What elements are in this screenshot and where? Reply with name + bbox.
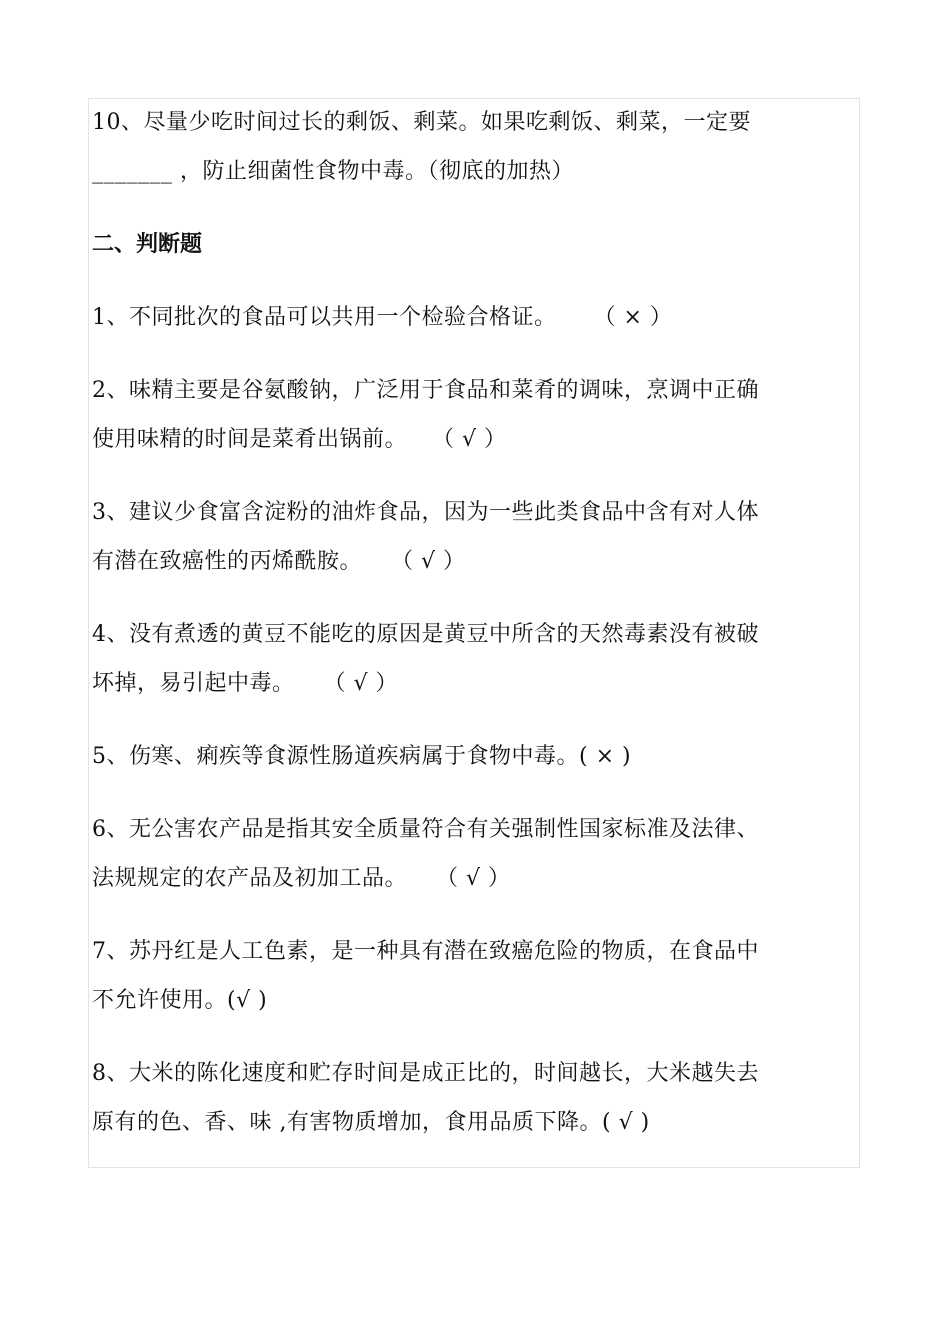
question-3-text-2: 有潜在致癌性的丙烯酰胺。 bbox=[92, 549, 363, 574]
question-7-answer: (√ ) bbox=[227, 988, 268, 1013]
spacer bbox=[92, 1025, 812, 1049]
question-6-line-2 bbox=[92, 854, 812, 903]
question-5-line-1 bbox=[92, 732, 812, 781]
question-6-line-1 bbox=[92, 805, 812, 854]
spacer bbox=[92, 708, 812, 732]
spacer bbox=[92, 342, 812, 366]
question-1-text: 1、不同批次的食品可以共用一个检验合格证。 bbox=[92, 305, 557, 330]
question-3-line-1 bbox=[92, 488, 812, 537]
question-4-text-2: 坏掉，易引起中毒。 bbox=[92, 671, 295, 696]
question-3-text-1: 3、建议少食富含淀粉的油炸食品，因为一些此类食品中含有对人体 bbox=[92, 500, 759, 525]
question-4-answer: （ √ ） bbox=[334, 671, 399, 696]
question-8-text-1: 8、大米的陈化速度和贮存时间是成正比的，时间越长，大米越失去 bbox=[92, 1061, 759, 1086]
q10-text-2: ，防止细菌性食物中毒。（彻底的加热） bbox=[172, 159, 574, 184]
spacer bbox=[92, 586, 812, 610]
question-5-answer: ( × ) bbox=[579, 744, 632, 769]
question-6-text-1: 6、无公害农产品是指其安全质量符合有关强制性国家标准及法律、 bbox=[92, 817, 759, 842]
question-2-line-1 bbox=[92, 366, 812, 415]
question-7-line-1 bbox=[92, 927, 812, 976]
question-3-line-2 bbox=[92, 537, 812, 586]
spacer bbox=[92, 196, 812, 220]
question-6-answer: （ √ ） bbox=[447, 866, 511, 891]
question-2-answer: （ √ ） bbox=[443, 427, 507, 452]
spacer bbox=[92, 903, 812, 927]
section-heading: 二、判断题 bbox=[92, 232, 203, 257]
question-2-text-1: 2、味精主要是谷氨酸钠，广泛用于食品和菜肴的调味，烹调中正确 bbox=[92, 378, 759, 403]
spacer bbox=[92, 269, 812, 293]
question-8-line-2 bbox=[92, 1098, 812, 1147]
q10-blank: _______ bbox=[92, 159, 173, 184]
question-1-answer: （ × ） bbox=[604, 305, 673, 330]
question-4-text-1: 4、没有煮透的黄豆不能吃的原因是黄豆中所含的天然毒素没有被破 bbox=[92, 622, 759, 647]
q10-line-1 bbox=[92, 98, 812, 147]
question-5-text: 5、伤寒、痢疾等食源性肠道疾病属于食物中毒。 bbox=[92, 744, 579, 769]
question-7-line-2 bbox=[92, 976, 812, 1025]
question-8-text-2: 原有的色、香、味 ,有害物质增加，食用品质下降。 bbox=[92, 1110, 602, 1135]
question-2-line-2 bbox=[92, 415, 812, 464]
spacer bbox=[92, 464, 812, 488]
question-8-answer: ( √ ) bbox=[602, 1110, 650, 1135]
question-4-line-2 bbox=[92, 659, 812, 708]
q10-text-1: 10、尽量少吃时间过长的剩饭、剩菜。如果吃剩饭、剩菜，一定要 bbox=[92, 110, 751, 135]
document-content bbox=[92, 98, 812, 1147]
question-2-text-2: 使用味精的时间是菜肴出锅前。 bbox=[92, 427, 408, 452]
question-8-line-1 bbox=[92, 1049, 812, 1098]
question-7-text-1: 7、苏丹红是人工色素，是一种具有潜在致癌危险的物质，在食品中 bbox=[92, 939, 759, 964]
question-7-text-2: 不允许使用。 bbox=[92, 988, 228, 1013]
question-4-line-1 bbox=[92, 610, 812, 659]
question-3-answer: （ √ ） bbox=[402, 549, 466, 574]
question-1-line-1 bbox=[92, 293, 812, 342]
spacer bbox=[92, 781, 812, 805]
q10-line-2 bbox=[92, 147, 812, 196]
question-6-text-2: 法规规定的农产品及初加工品。 bbox=[92, 866, 408, 891]
